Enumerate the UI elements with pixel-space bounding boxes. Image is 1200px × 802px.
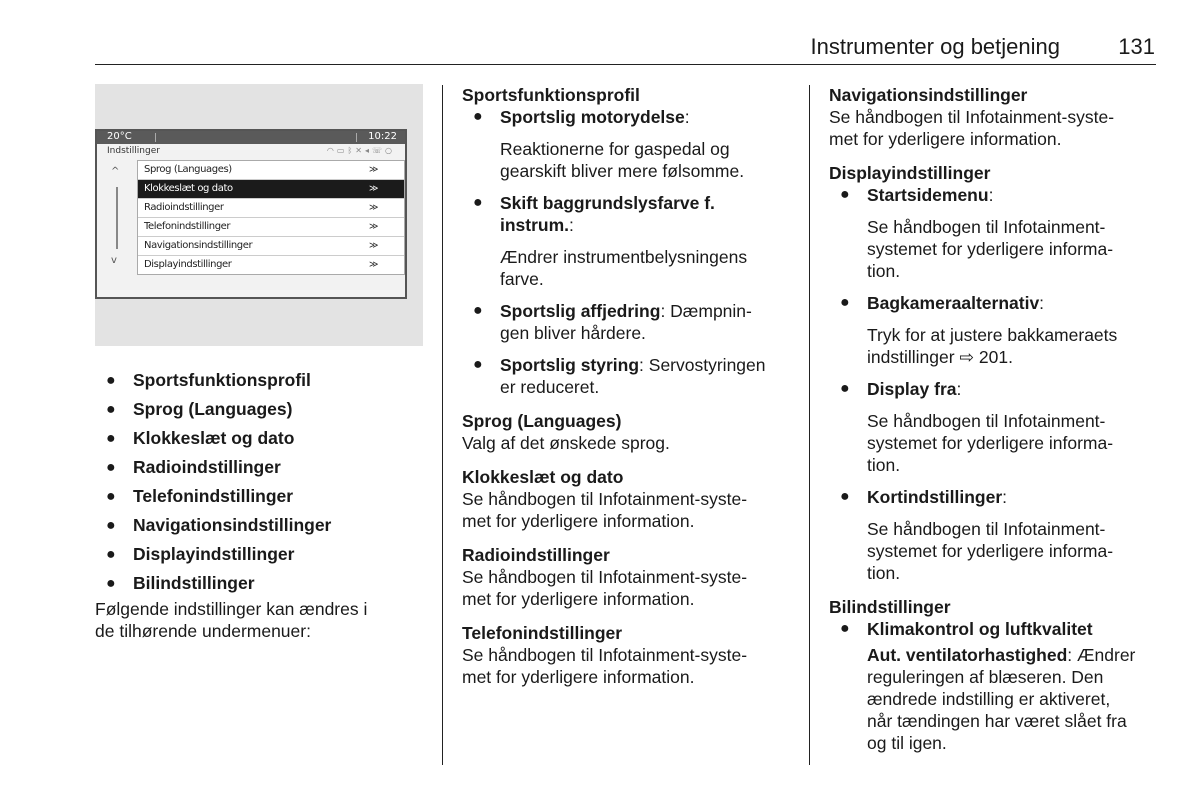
item-description: systemet for yderligere informa- xyxy=(867,239,1114,259)
list-item xyxy=(829,486,1159,508)
list-item: ● Telefonindstillinger xyxy=(95,482,425,511)
bullet-icon: ● xyxy=(840,380,850,397)
paragraph-line: met for yderligere information. xyxy=(462,511,695,531)
menu-item-label: Navigationsindstillinger xyxy=(144,240,253,251)
paragraph-line: de tilhørende undermenuer: xyxy=(95,621,311,641)
item-description: indstillinger ⇨ 201. xyxy=(867,347,1013,367)
bullet-icon: ● xyxy=(473,194,483,211)
item-description: tion. xyxy=(867,563,901,583)
item-term: Bagkameraalternativ xyxy=(867,293,1040,313)
item-description: systemet for yderligere informa- xyxy=(867,433,1114,453)
status-separator xyxy=(356,133,357,142)
section-heading: Radioindstillinger xyxy=(462,545,610,565)
column-2 xyxy=(462,84,802,688)
list-item xyxy=(462,300,802,322)
header-rule xyxy=(95,64,1156,65)
menu-item-display[interactable] xyxy=(138,256,404,274)
signal-icon: ○ xyxy=(385,146,395,155)
menu-item-language[interactable] xyxy=(138,161,404,180)
item-term: Display fra xyxy=(867,379,957,399)
paragraph-line: met for yderligere information. xyxy=(462,589,695,609)
bullet-icon: ● xyxy=(840,294,850,311)
list-item: ● Sprog (Languages) xyxy=(95,395,425,424)
bullet-icon: ● xyxy=(106,430,116,447)
intro-paragraph xyxy=(95,598,425,642)
bullet-icon: ● xyxy=(106,459,116,476)
item-description: Se håndbogen til Infotainment- xyxy=(867,217,1106,237)
screen-photo xyxy=(95,84,423,346)
section-heading: Navigationsindstillinger xyxy=(829,85,1028,105)
bullet-icon: ● xyxy=(840,186,850,203)
bullet-icon: ● xyxy=(106,488,116,505)
paragraph-line: met for yderligere information. xyxy=(829,129,1062,149)
list-item-cont xyxy=(462,214,802,236)
list-item: ● Navigationsindstillinger xyxy=(95,511,425,540)
column-divider-1 xyxy=(442,85,443,765)
menu-item-label: Klokkeslæt og dato xyxy=(144,183,233,194)
paragraph-line: Se håndbogen til Infotainment-syste- xyxy=(462,567,748,587)
column-divider-2 xyxy=(809,85,810,765)
status-icons xyxy=(327,146,395,155)
list-item xyxy=(829,378,1159,400)
item-term: Startsidemenu xyxy=(867,185,989,205)
media-icon: ▭ xyxy=(336,146,348,155)
bullet-icon: ● xyxy=(473,108,483,125)
item-term: Aut. ventilatorhastighed xyxy=(867,645,1068,665)
item-term: Skift baggrundslysfarve f. xyxy=(500,193,715,213)
item-text: : Ændrer xyxy=(1067,645,1136,665)
item-term: Sportslig affjedring xyxy=(500,301,661,321)
menu-item-label: Sprog (Languages) xyxy=(144,164,232,175)
item-colon: : xyxy=(988,185,994,205)
page-number: 131 xyxy=(1118,34,1155,59)
menu-item-clock-date[interactable] xyxy=(138,180,404,199)
item-colon: : xyxy=(1039,293,1045,313)
item-term: Klimakontrol og luftkvalitet xyxy=(867,619,1093,639)
list-item: ● Klokkeslæt og dato xyxy=(95,424,425,453)
status-bar xyxy=(97,131,405,144)
bullet-icon: ● xyxy=(473,356,483,373)
paragraph-line: met for yderligere information. xyxy=(462,667,695,687)
item-text: : Servostyringen xyxy=(639,355,766,375)
item-description: systemet for yderligere informa- xyxy=(867,541,1114,561)
item-colon: : xyxy=(956,379,962,399)
list-item: ● Radioindstillinger xyxy=(95,453,425,482)
list-item xyxy=(462,192,802,214)
item-term: Sportslig motorydelse xyxy=(500,107,685,127)
clock: 10:22 xyxy=(368,131,397,142)
section-heading: Telefonindstillinger xyxy=(462,623,623,643)
list-item: ● Sportsfunktionsprofil xyxy=(95,366,425,395)
bullet-icon: ● xyxy=(106,517,116,534)
list-item xyxy=(462,106,802,128)
list-item xyxy=(462,354,802,376)
bullet-icon: ● xyxy=(840,620,850,637)
section-heading: Displayindstillinger xyxy=(829,163,991,183)
item-description: og til igen. xyxy=(867,733,947,753)
bullet-icon: ● xyxy=(473,302,483,319)
chevron-right-icon: ≫ xyxy=(368,260,378,270)
settings-overview-list xyxy=(95,366,425,598)
temperature: 20°C xyxy=(107,131,132,142)
item-description: Reaktionerne for gaspedal og xyxy=(500,139,730,159)
menu-item-label: Radioindstillinger xyxy=(144,202,224,213)
item-colon: : xyxy=(1002,487,1008,507)
item-description: tion. xyxy=(867,455,901,475)
menu-item-radio[interactable] xyxy=(138,199,404,218)
bullet-icon: ● xyxy=(106,372,116,389)
bullet-icon: ● xyxy=(840,488,850,505)
infotainment-screen xyxy=(95,129,407,299)
speaker-icon: ◂ xyxy=(364,146,372,155)
item-text: er reduceret. xyxy=(500,377,600,397)
chevron-right-icon: ≫ xyxy=(368,222,378,232)
mute-icon: ✕ xyxy=(355,146,365,155)
item-description: Tryk for at justere bakkameraets xyxy=(867,325,1118,345)
paragraph-line: Se håndbogen til Infotainment-syste- xyxy=(462,489,748,509)
menu-item-navigation[interactable] xyxy=(138,237,404,256)
status-separator xyxy=(155,133,156,142)
item-term: instrum. xyxy=(500,215,570,235)
list-item xyxy=(829,618,1159,640)
item-description: ændrede indstilling er aktiveret, xyxy=(867,689,1111,709)
item-description: gearskift bliver mere følsomme. xyxy=(500,161,745,181)
scrollbar[interactable] xyxy=(116,187,118,249)
item-description: tion. xyxy=(867,261,901,281)
scroll-up-icon[interactable]: ^ xyxy=(111,166,120,177)
paragraph-line: Se håndbogen til Infotainment-syste- xyxy=(829,107,1115,127)
item-description: Se håndbogen til Infotainment- xyxy=(867,519,1106,539)
item-term: Sportslig styring xyxy=(500,355,640,375)
bullet-icon: ● xyxy=(106,546,116,563)
wifi-icon: ◠ xyxy=(326,146,337,155)
column-3 xyxy=(829,84,1159,754)
list-item xyxy=(829,292,1159,314)
paragraph-line: Valg af det ønskede sprog. xyxy=(462,433,670,453)
section-heading: Bilindstillinger xyxy=(829,597,951,617)
item-description: farve. xyxy=(500,269,544,289)
phone-icon: ☏ xyxy=(372,146,386,155)
chevron-right-icon: ≫ xyxy=(368,165,378,175)
scroll-down-icon[interactable]: v xyxy=(111,255,117,266)
item-term: Kortindstillinger xyxy=(867,487,1003,507)
chevron-right-icon: ≫ xyxy=(368,184,378,194)
section-heading: Klokkeslæt og dato xyxy=(462,467,624,487)
item-colon: : xyxy=(684,107,690,127)
section-heading: Sprog (Languages) xyxy=(462,411,622,431)
item-description: Se håndbogen til Infotainment- xyxy=(867,411,1106,431)
chevron-right-icon: ≫ xyxy=(368,241,378,251)
chevron-right-icon: ≫ xyxy=(368,203,378,213)
menu-item-phone[interactable] xyxy=(138,218,404,237)
menu-item-label: Displayindstillinger xyxy=(144,259,232,270)
bluetooth-icon: ᛒ xyxy=(347,146,356,155)
paragraph-line: Se håndbogen til Infotainment-syste- xyxy=(462,645,748,665)
settings-menu-list xyxy=(137,160,405,275)
menu-item-label: Telefonindstillinger xyxy=(144,221,231,232)
screen-title: Indstillinger xyxy=(107,146,160,156)
item-description: reguleringen af blæseren. Den xyxy=(867,667,1104,687)
item-description: Ændrer instrumentbelysningens xyxy=(500,247,748,267)
paragraph-line: Følgende indstillinger kan ændres i xyxy=(95,599,368,619)
item-text: gen bliver hårdere. xyxy=(500,323,646,343)
list-item: ● Bilindstillinger xyxy=(95,569,425,598)
item-colon: : xyxy=(569,215,574,235)
item-text: : Dæmpnin- xyxy=(660,301,752,321)
item-description: når tændingen har været slået fra xyxy=(867,711,1127,731)
running-header-title: Instrumenter og betjening xyxy=(810,34,1060,59)
sub-item xyxy=(829,644,1159,666)
list-item xyxy=(829,184,1159,206)
bullet-icon: ● xyxy=(106,575,116,592)
section-heading: Sportsfunktionsprofil xyxy=(462,85,640,105)
list-item: ● Displayindstillinger xyxy=(95,540,425,569)
bullet-icon: ● xyxy=(106,401,116,418)
